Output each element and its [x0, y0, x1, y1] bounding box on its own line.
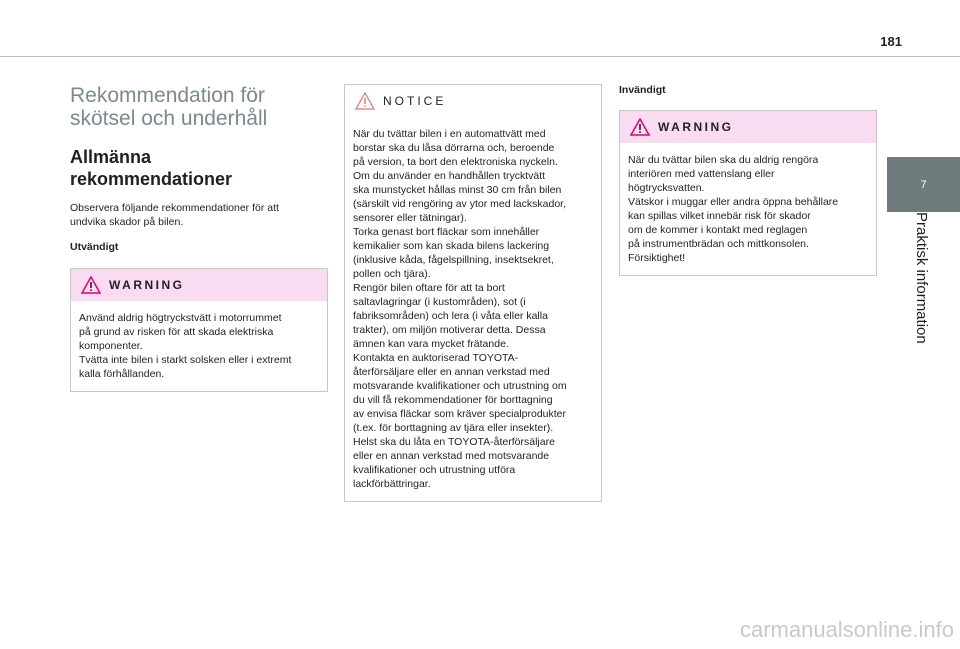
- sub-title-line: Allmänna: [70, 147, 152, 167]
- text-line: Tvätta inte bilen i starkt solsken eller i extremt: [79, 354, 292, 366]
- warning-box-exterior: [70, 268, 328, 392]
- notice-header: [345, 85, 601, 117]
- text-line: högtrycksvatten.: [628, 182, 705, 194]
- chapter-label: Praktisk information: [913, 212, 930, 344]
- notice-paragraph: [353, 127, 593, 491]
- column-middle: [344, 84, 602, 502]
- text-line: (inklusive kåda, fågelspillning, insektsekret,: [353, 254, 554, 266]
- warning-header: [620, 111, 876, 143]
- header-rule: [0, 56, 960, 57]
- watermark[interactable]: carmanualsonline.info: [739, 617, 954, 642]
- warning-body: [71, 301, 327, 391]
- warning-paragraph: [628, 153, 868, 265]
- text-line: fabriksområden) och lera (i våta eller kalla: [353, 310, 548, 322]
- section-title-line: skötsel och underhåll: [70, 107, 268, 130]
- text-line: saltavlagringar (i kustområden), sot (i: [353, 296, 526, 308]
- warning-header: [71, 269, 327, 301]
- text-line: Använd aldrig högtryckstvätt i motorrummet: [79, 312, 282, 324]
- warning-box-interior: [619, 110, 877, 276]
- notice-title: NOTICE: [383, 94, 447, 108]
- notice-box: [344, 84, 602, 502]
- text-line: Helst ska du låta en TOYOTA-återförsäljare: [353, 436, 555, 448]
- text-line: du vill få rekommendationer för borttagning: [353, 394, 553, 406]
- sub-title-line: rekommendationer: [70, 169, 233, 189]
- text-line: kan spillas vilket innebär risk för skador: [628, 210, 811, 222]
- text-line: pollen och tjära).: [353, 268, 431, 280]
- interior-label: Invändigt: [619, 84, 666, 96]
- text-line: borstar ska du låsa dörrarna och, beroende: [353, 142, 555, 154]
- text-line: kemikalier som kan skada bilens lackering: [353, 240, 550, 252]
- warning-body: [620, 143, 876, 275]
- column-right: [619, 84, 877, 276]
- text-line: ämnen kan vara mycket frätande.: [353, 338, 509, 350]
- text-line: på grund av risken för att skada elektriska: [79, 326, 274, 338]
- warning-paragraph: [79, 311, 319, 381]
- warning-triangle-icon: [630, 118, 650, 136]
- text-line: ska munstycket hållas minst 30 cm från bilen: [353, 184, 562, 196]
- section-title: [70, 84, 328, 130]
- text-line: Vätskor i muggar eller andra öppna behållare: [628, 196, 839, 208]
- text-line: Torka genast bort fläckar som innehåller: [353, 226, 540, 238]
- text-line: kalla förhållanden.: [79, 368, 165, 380]
- warning-triangle-outline-icon: [355, 92, 375, 110]
- text-line: När du tvättar bilen ska du aldrig rengöra: [628, 154, 819, 166]
- text-line: på instrumentbrädan och mittkonsolen.: [628, 238, 809, 250]
- text-line: När du tvättar bilen i en automattvätt med: [353, 128, 546, 140]
- chapter-tab[interactable]: [887, 157, 960, 212]
- notice-body: [345, 117, 601, 501]
- text-line: sensorer eller tätningar).: [353, 212, 467, 224]
- sub-title: [70, 146, 328, 190]
- intro-line: Observera följande rekommendationer för att: [70, 202, 279, 214]
- page-number: 181: [880, 34, 902, 49]
- text-line: av envisa fläckar som kräver specialprodukter: [353, 408, 567, 420]
- text-line: om de kommer i kontakt med reglagen: [628, 224, 808, 236]
- text-line: på version, ta bort den elektroniska nyckeln.: [353, 156, 558, 168]
- text-line: interiören med vattenslang eller: [628, 168, 775, 180]
- chapter-number: 7: [920, 178, 927, 191]
- warning-triangle-icon: [81, 276, 101, 294]
- text-line: motsvarande kvalifikationer och utrustning om: [353, 380, 567, 392]
- text-line: komponenter.: [79, 340, 143, 352]
- text-line: återförsäljare eller en annan verkstad med: [353, 366, 550, 378]
- text-line: Kontakta en auktoriserad TOYOTA-: [353, 352, 519, 364]
- text-line: Rengör bilen oftare för att ta bort: [353, 282, 505, 294]
- text-line: kvalifikationer och utrustning utföra: [353, 464, 516, 476]
- text-line: trakter), om miljön motiverar detta. Dessa: [353, 324, 546, 336]
- intro-text: [70, 201, 328, 229]
- exterior-label: Utvändigt: [70, 241, 119, 253]
- text-line: Om du använder en handhållen trycktvätt: [353, 170, 546, 182]
- section-title-line: Rekommendation för: [70, 84, 265, 107]
- column-left: [70, 84, 328, 392]
- text-line: lackförbättringar.: [353, 478, 431, 490]
- text-line: (t.ex. för borttagning av tjära eller insekter).: [353, 422, 554, 434]
- chapter-label-container: [910, 212, 938, 362]
- text-line: (särskilt vid rengöring av ytor med lackskador,: [353, 198, 566, 210]
- text-line: Försiktighet!: [628, 252, 686, 264]
- warning-title: WARNING: [109, 278, 185, 292]
- warning-title: WARNING: [658, 120, 734, 134]
- text-line: eller en annan verkstad med motsvarande: [353, 450, 550, 462]
- intro-line: undvika skador på bilen.: [70, 216, 184, 228]
